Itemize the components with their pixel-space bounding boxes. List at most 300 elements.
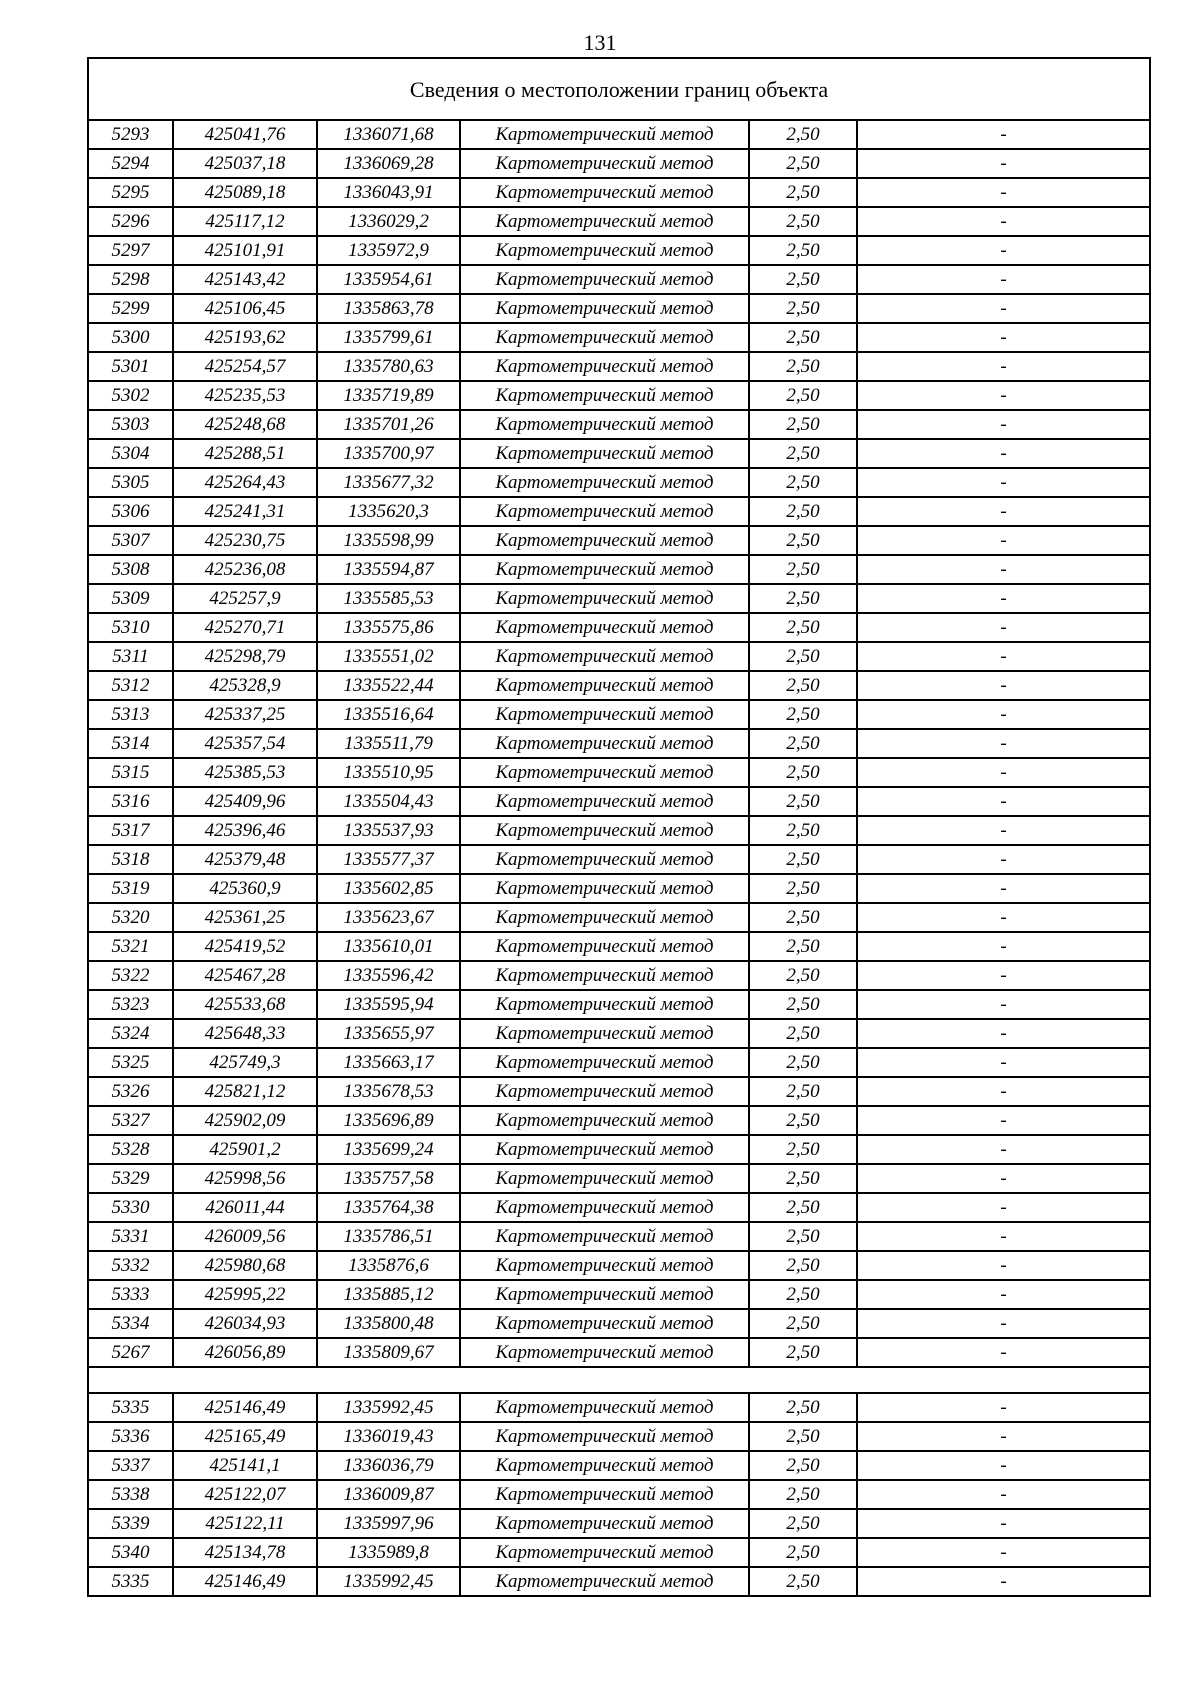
method: Картометрический метод bbox=[460, 845, 749, 874]
coordinate-x: 425328,9 bbox=[173, 671, 317, 700]
point-number: 5305 bbox=[88, 468, 173, 497]
method: Картометрический метод bbox=[460, 149, 749, 178]
coordinate-y: 1335885,12 bbox=[317, 1280, 460, 1309]
coordinate-x: 425146,49 bbox=[173, 1393, 317, 1422]
accuracy: 2,50 bbox=[749, 1338, 857, 1367]
table-row bbox=[88, 845, 1150, 874]
coordinate-y: 1336036,79 bbox=[317, 1451, 460, 1480]
method: Картометрический метод bbox=[460, 729, 749, 758]
coordinate-y: 1336043,91 bbox=[317, 178, 460, 207]
accuracy: 2,50 bbox=[749, 874, 857, 903]
accuracy: 2,50 bbox=[749, 1193, 857, 1222]
point-number: 5310 bbox=[88, 613, 173, 642]
method: Картометрический метод bbox=[460, 642, 749, 671]
contour-separator bbox=[88, 1367, 1150, 1393]
coordinate-x: 425409,96 bbox=[173, 787, 317, 816]
coordinate-x: 425117,12 bbox=[173, 207, 317, 236]
point-number: 5329 bbox=[88, 1164, 173, 1193]
method: Картометрический метод bbox=[460, 990, 749, 1019]
description: - bbox=[857, 1393, 1150, 1422]
boundary-coordinates-table bbox=[87, 57, 1151, 1597]
method: Картометрический метод bbox=[460, 1509, 749, 1538]
coordinate-y: 1335610,01 bbox=[317, 932, 460, 961]
description: - bbox=[857, 1509, 1150, 1538]
coordinate-x: 425230,75 bbox=[173, 526, 317, 555]
coordinate-x: 425360,9 bbox=[173, 874, 317, 903]
point-number: 5309 bbox=[88, 584, 173, 613]
point-number: 5267 bbox=[88, 1338, 173, 1367]
accuracy: 2,50 bbox=[749, 1567, 857, 1596]
method: Картометрический метод bbox=[460, 207, 749, 236]
method: Картометрический метод bbox=[460, 613, 749, 642]
accuracy: 2,50 bbox=[749, 758, 857, 787]
method: Картометрический метод bbox=[460, 584, 749, 613]
table-row bbox=[88, 1509, 1150, 1538]
accuracy: 2,50 bbox=[749, 1422, 857, 1451]
point-number: 5301 bbox=[88, 352, 173, 381]
coordinate-y: 1335700,97 bbox=[317, 439, 460, 468]
coordinate-y: 1335594,87 bbox=[317, 555, 460, 584]
table-row bbox=[88, 468, 1150, 497]
coordinate-x: 425337,25 bbox=[173, 700, 317, 729]
coordinate-x: 425141,1 bbox=[173, 1451, 317, 1480]
accuracy: 2,50 bbox=[749, 1106, 857, 1135]
description: - bbox=[857, 1538, 1150, 1567]
description: - bbox=[857, 903, 1150, 932]
description: - bbox=[857, 236, 1150, 265]
description: - bbox=[857, 758, 1150, 787]
point-number: 5316 bbox=[88, 787, 173, 816]
description: - bbox=[857, 439, 1150, 468]
description: - bbox=[857, 149, 1150, 178]
description: - bbox=[857, 323, 1150, 352]
table-title-row bbox=[88, 58, 1150, 120]
coordinate-y: 1335598,99 bbox=[317, 526, 460, 555]
point-number: 5333 bbox=[88, 1280, 173, 1309]
coordinate-x: 425165,49 bbox=[173, 1422, 317, 1451]
method: Картометрический метод bbox=[460, 555, 749, 584]
method: Картометрический метод bbox=[460, 903, 749, 932]
point-number: 5330 bbox=[88, 1193, 173, 1222]
description: - bbox=[857, 961, 1150, 990]
point-number: 5328 bbox=[88, 1135, 173, 1164]
coordinate-x: 426011,44 bbox=[173, 1193, 317, 1222]
method: Картометрический метод bbox=[460, 1193, 749, 1222]
coordinate-y: 1335786,51 bbox=[317, 1222, 460, 1251]
point-number: 5335 bbox=[88, 1393, 173, 1422]
description: - bbox=[857, 845, 1150, 874]
accuracy: 2,50 bbox=[749, 1509, 857, 1538]
point-number: 5335 bbox=[88, 1567, 173, 1596]
coordinate-x: 425122,11 bbox=[173, 1509, 317, 1538]
coordinate-x: 425089,18 bbox=[173, 178, 317, 207]
coordinate-y: 1335620,3 bbox=[317, 497, 460, 526]
method: Картометрический метод bbox=[460, 265, 749, 294]
point-number: 5317 bbox=[88, 816, 173, 845]
description: - bbox=[857, 642, 1150, 671]
coordinate-y: 1336029,2 bbox=[317, 207, 460, 236]
point-number: 5320 bbox=[88, 903, 173, 932]
table-row bbox=[88, 1309, 1150, 1338]
coordinate-y: 1335800,48 bbox=[317, 1309, 460, 1338]
description: - bbox=[857, 1048, 1150, 1077]
description: - bbox=[857, 729, 1150, 758]
point-number: 5311 bbox=[88, 642, 173, 671]
coordinate-y: 1335585,53 bbox=[317, 584, 460, 613]
method: Картометрический метод bbox=[460, 352, 749, 381]
accuracy: 2,50 bbox=[749, 584, 857, 613]
coordinate-y: 1335757,58 bbox=[317, 1164, 460, 1193]
accuracy: 2,50 bbox=[749, 410, 857, 439]
method: Картометрический метод bbox=[460, 1480, 749, 1509]
coordinate-x: 425101,91 bbox=[173, 236, 317, 265]
table-row bbox=[88, 178, 1150, 207]
coordinate-y: 1336009,87 bbox=[317, 1480, 460, 1509]
coordinate-y: 1335575,86 bbox=[317, 613, 460, 642]
accuracy: 2,50 bbox=[749, 1538, 857, 1567]
table-title: Сведения о местоположении границ объекта bbox=[88, 58, 1150, 120]
table-row bbox=[88, 323, 1150, 352]
accuracy: 2,50 bbox=[749, 178, 857, 207]
coordinate-x: 425379,48 bbox=[173, 845, 317, 874]
coordinate-x: 425902,09 bbox=[173, 1106, 317, 1135]
coordinate-y: 1335522,44 bbox=[317, 671, 460, 700]
description: - bbox=[857, 1251, 1150, 1280]
description: - bbox=[857, 410, 1150, 439]
description: - bbox=[857, 1567, 1150, 1596]
method: Картометрический метод bbox=[460, 700, 749, 729]
table-row bbox=[88, 874, 1150, 903]
coordinate-y: 1335504,43 bbox=[317, 787, 460, 816]
description: - bbox=[857, 526, 1150, 555]
description: - bbox=[857, 1135, 1150, 1164]
description: - bbox=[857, 1309, 1150, 1338]
coordinate-x: 425270,71 bbox=[173, 613, 317, 642]
description: - bbox=[857, 1280, 1150, 1309]
table-row bbox=[88, 990, 1150, 1019]
coordinate-x: 425146,49 bbox=[173, 1567, 317, 1596]
method: Картометрический метод bbox=[460, 1222, 749, 1251]
description: - bbox=[857, 700, 1150, 729]
point-number: 5325 bbox=[88, 1048, 173, 1077]
coordinate-y: 1335602,85 bbox=[317, 874, 460, 903]
description: - bbox=[857, 1422, 1150, 1451]
method: Картометрический метод bbox=[460, 1567, 749, 1596]
point-number: 5319 bbox=[88, 874, 173, 903]
coordinate-x: 425134,78 bbox=[173, 1538, 317, 1567]
accuracy: 2,50 bbox=[749, 613, 857, 642]
point-number: 5331 bbox=[88, 1222, 173, 1251]
accuracy: 2,50 bbox=[749, 352, 857, 381]
point-number: 5324 bbox=[88, 1019, 173, 1048]
method: Картометрический метод bbox=[460, 1164, 749, 1193]
table-row bbox=[88, 1280, 1150, 1309]
coordinate-y: 1335992,45 bbox=[317, 1567, 460, 1596]
point-number: 5295 bbox=[88, 178, 173, 207]
method: Картометрический метод bbox=[460, 1280, 749, 1309]
coordinate-y: 1335696,89 bbox=[317, 1106, 460, 1135]
description: - bbox=[857, 671, 1150, 700]
description: - bbox=[857, 1338, 1150, 1367]
accuracy: 2,50 bbox=[749, 1077, 857, 1106]
accuracy: 2,50 bbox=[749, 294, 857, 323]
description: - bbox=[857, 990, 1150, 1019]
table-row bbox=[88, 1077, 1150, 1106]
accuracy: 2,50 bbox=[749, 816, 857, 845]
method: Картометрический метод bbox=[460, 410, 749, 439]
coordinate-y: 1336069,28 bbox=[317, 149, 460, 178]
coordinate-y: 1335511,79 bbox=[317, 729, 460, 758]
description: - bbox=[857, 265, 1150, 294]
description: - bbox=[857, 207, 1150, 236]
description: - bbox=[857, 468, 1150, 497]
method: Картометрический метод bbox=[460, 120, 749, 149]
table-row bbox=[88, 555, 1150, 584]
coordinate-x: 425648,33 bbox=[173, 1019, 317, 1048]
table-row bbox=[88, 903, 1150, 932]
description: - bbox=[857, 1164, 1150, 1193]
method: Картометрический метод bbox=[460, 294, 749, 323]
page-number: 131 bbox=[583, 30, 617, 55]
coordinate-x: 426034,93 bbox=[173, 1309, 317, 1338]
description: - bbox=[857, 874, 1150, 903]
table-row bbox=[88, 1164, 1150, 1193]
coordinate-x: 425419,52 bbox=[173, 932, 317, 961]
description: - bbox=[857, 1222, 1150, 1251]
description: - bbox=[857, 294, 1150, 323]
point-number: 5298 bbox=[88, 265, 173, 294]
method: Картометрический метод bbox=[460, 1106, 749, 1135]
table-row bbox=[88, 613, 1150, 642]
coordinate-y: 1335510,95 bbox=[317, 758, 460, 787]
coordinate-y: 1335992,45 bbox=[317, 1393, 460, 1422]
description: - bbox=[857, 816, 1150, 845]
coordinate-x: 425037,18 bbox=[173, 149, 317, 178]
method: Картометрический метод bbox=[460, 787, 749, 816]
table-row bbox=[88, 729, 1150, 758]
table-row bbox=[88, 642, 1150, 671]
description: - bbox=[857, 497, 1150, 526]
point-number: 5293 bbox=[88, 120, 173, 149]
accuracy: 2,50 bbox=[749, 236, 857, 265]
coordinate-x: 425106,45 bbox=[173, 294, 317, 323]
table-row bbox=[88, 1106, 1150, 1135]
table-row bbox=[88, 439, 1150, 468]
coordinate-y: 1335719,89 bbox=[317, 381, 460, 410]
method: Картометрический метод bbox=[460, 1422, 749, 1451]
accuracy: 2,50 bbox=[749, 439, 857, 468]
accuracy: 2,50 bbox=[749, 265, 857, 294]
method: Картометрический метод bbox=[460, 874, 749, 903]
coordinate-y: 1335809,67 bbox=[317, 1338, 460, 1367]
table-row bbox=[88, 932, 1150, 961]
point-number: 5336 bbox=[88, 1422, 173, 1451]
table-row bbox=[88, 700, 1150, 729]
accuracy: 2,50 bbox=[749, 1164, 857, 1193]
accuracy: 2,50 bbox=[749, 932, 857, 961]
coordinate-y: 1335764,38 bbox=[317, 1193, 460, 1222]
description: - bbox=[857, 1480, 1150, 1509]
coordinate-y: 1335655,97 bbox=[317, 1019, 460, 1048]
coordinate-x: 425193,62 bbox=[173, 323, 317, 352]
accuracy: 2,50 bbox=[749, 903, 857, 932]
accuracy: 2,50 bbox=[749, 120, 857, 149]
table-row bbox=[88, 1480, 1150, 1509]
description: - bbox=[857, 787, 1150, 816]
coordinate-x: 426009,56 bbox=[173, 1222, 317, 1251]
table-row bbox=[88, 671, 1150, 700]
method: Картометрический метод bbox=[460, 526, 749, 555]
method: Картометрический метод bbox=[460, 178, 749, 207]
accuracy: 2,50 bbox=[749, 961, 857, 990]
description: - bbox=[857, 932, 1150, 961]
table-row bbox=[88, 1193, 1150, 1222]
coordinate-y: 1335701,26 bbox=[317, 410, 460, 439]
coordinate-y: 1335989,8 bbox=[317, 1538, 460, 1567]
coordinate-x: 425361,25 bbox=[173, 903, 317, 932]
table-row bbox=[88, 584, 1150, 613]
table-row bbox=[88, 410, 1150, 439]
method: Картометрический метод bbox=[460, 961, 749, 990]
method: Картометрический метод bbox=[460, 1451, 749, 1480]
table-row bbox=[88, 1251, 1150, 1280]
point-number: 5300 bbox=[88, 323, 173, 352]
coordinate-x: 425995,22 bbox=[173, 1280, 317, 1309]
table-row bbox=[88, 758, 1150, 787]
method: Картометрический метод bbox=[460, 816, 749, 845]
accuracy: 2,50 bbox=[749, 207, 857, 236]
point-number: 5302 bbox=[88, 381, 173, 410]
point-number: 5340 bbox=[88, 1538, 173, 1567]
method: Картометрический метод bbox=[460, 381, 749, 410]
method: Картометрический метод bbox=[460, 497, 749, 526]
table-row bbox=[88, 1538, 1150, 1567]
coordinate-x: 425254,57 bbox=[173, 352, 317, 381]
coordinate-x: 425298,79 bbox=[173, 642, 317, 671]
point-number: 5314 bbox=[88, 729, 173, 758]
point-number: 5339 bbox=[88, 1509, 173, 1538]
coordinate-x: 425901,2 bbox=[173, 1135, 317, 1164]
table-row bbox=[88, 381, 1150, 410]
accuracy: 2,50 bbox=[749, 1251, 857, 1280]
accuracy: 2,50 bbox=[749, 497, 857, 526]
coordinate-y: 1335972,9 bbox=[317, 236, 460, 265]
point-number: 5297 bbox=[88, 236, 173, 265]
accuracy: 2,50 bbox=[749, 381, 857, 410]
point-number: 5318 bbox=[88, 845, 173, 874]
coordinate-x: 425385,53 bbox=[173, 758, 317, 787]
coordinate-y: 1335596,42 bbox=[317, 961, 460, 990]
point-number: 5294 bbox=[88, 149, 173, 178]
coordinate-y: 1335780,63 bbox=[317, 352, 460, 381]
accuracy: 2,50 bbox=[749, 1019, 857, 1048]
coordinate-y: 1336071,68 bbox=[317, 120, 460, 149]
coordinate-y: 1335997,96 bbox=[317, 1509, 460, 1538]
method: Картометрический метод bbox=[460, 1077, 749, 1106]
coordinate-y: 1335799,61 bbox=[317, 323, 460, 352]
table-row bbox=[88, 1451, 1150, 1480]
coordinate-x: 425998,56 bbox=[173, 1164, 317, 1193]
accuracy: 2,50 bbox=[749, 700, 857, 729]
description: - bbox=[857, 1019, 1150, 1048]
point-number: 5323 bbox=[88, 990, 173, 1019]
table-row bbox=[88, 1135, 1150, 1164]
table-row bbox=[88, 236, 1150, 265]
method: Картометрический метод bbox=[460, 323, 749, 352]
coordinate-x: 425533,68 bbox=[173, 990, 317, 1019]
accuracy: 2,50 bbox=[749, 1048, 857, 1077]
coordinate-x: 425288,51 bbox=[173, 439, 317, 468]
accuracy: 2,50 bbox=[749, 149, 857, 178]
accuracy: 2,50 bbox=[749, 671, 857, 700]
description: - bbox=[857, 613, 1150, 642]
accuracy: 2,50 bbox=[749, 1280, 857, 1309]
point-number: 5338 bbox=[88, 1480, 173, 1509]
coordinate-y: 1335623,67 bbox=[317, 903, 460, 932]
accuracy: 2,50 bbox=[749, 468, 857, 497]
point-number: 5334 bbox=[88, 1309, 173, 1338]
description: - bbox=[857, 381, 1150, 410]
method: Картометрический метод bbox=[460, 1019, 749, 1048]
coordinate-y: 1335663,17 bbox=[317, 1048, 460, 1077]
coordinate-y: 1335863,78 bbox=[317, 294, 460, 323]
accuracy: 2,50 bbox=[749, 845, 857, 874]
table-row bbox=[88, 1422, 1150, 1451]
table-row bbox=[88, 1393, 1150, 1422]
table-row bbox=[88, 120, 1150, 149]
accuracy: 2,50 bbox=[749, 1480, 857, 1509]
method: Картометрический метод bbox=[460, 671, 749, 700]
point-number: 5326 bbox=[88, 1077, 173, 1106]
description: - bbox=[857, 178, 1150, 207]
coordinate-y: 1335699,24 bbox=[317, 1135, 460, 1164]
method: Картометрический метод bbox=[460, 1048, 749, 1077]
method: Картометрический метод bbox=[460, 1135, 749, 1164]
accuracy: 2,50 bbox=[749, 1309, 857, 1338]
table-row bbox=[88, 265, 1150, 294]
point-number: 5303 bbox=[88, 410, 173, 439]
accuracy: 2,50 bbox=[749, 526, 857, 555]
coordinate-x: 425264,43 bbox=[173, 468, 317, 497]
accuracy: 2,50 bbox=[749, 642, 857, 671]
table-row bbox=[88, 149, 1150, 178]
coordinate-x: 425821,12 bbox=[173, 1077, 317, 1106]
coordinate-y: 1335537,93 bbox=[317, 816, 460, 845]
point-number: 5332 bbox=[88, 1251, 173, 1280]
accuracy: 2,50 bbox=[749, 729, 857, 758]
coordinate-y: 1335876,6 bbox=[317, 1251, 460, 1280]
accuracy: 2,50 bbox=[749, 787, 857, 816]
coordinate-y: 1336019,43 bbox=[317, 1422, 460, 1451]
method: Картометрический метод bbox=[460, 932, 749, 961]
coordinate-x: 425467,28 bbox=[173, 961, 317, 990]
method: Картометрический метод bbox=[460, 468, 749, 497]
coordinate-x: 425143,42 bbox=[173, 265, 317, 294]
description: - bbox=[857, 584, 1150, 613]
coordinate-x: 425236,08 bbox=[173, 555, 317, 584]
coordinate-x: 425396,46 bbox=[173, 816, 317, 845]
coordinate-y: 1335577,37 bbox=[317, 845, 460, 874]
table-row bbox=[88, 1567, 1150, 1596]
point-number: 5337 bbox=[88, 1451, 173, 1480]
table-row bbox=[88, 787, 1150, 816]
point-number: 5306 bbox=[88, 497, 173, 526]
accuracy: 2,50 bbox=[749, 323, 857, 352]
coordinate-x: 425980,68 bbox=[173, 1251, 317, 1280]
table-row bbox=[88, 961, 1150, 990]
accuracy: 2,50 bbox=[749, 1451, 857, 1480]
method: Картометрический метод bbox=[460, 439, 749, 468]
